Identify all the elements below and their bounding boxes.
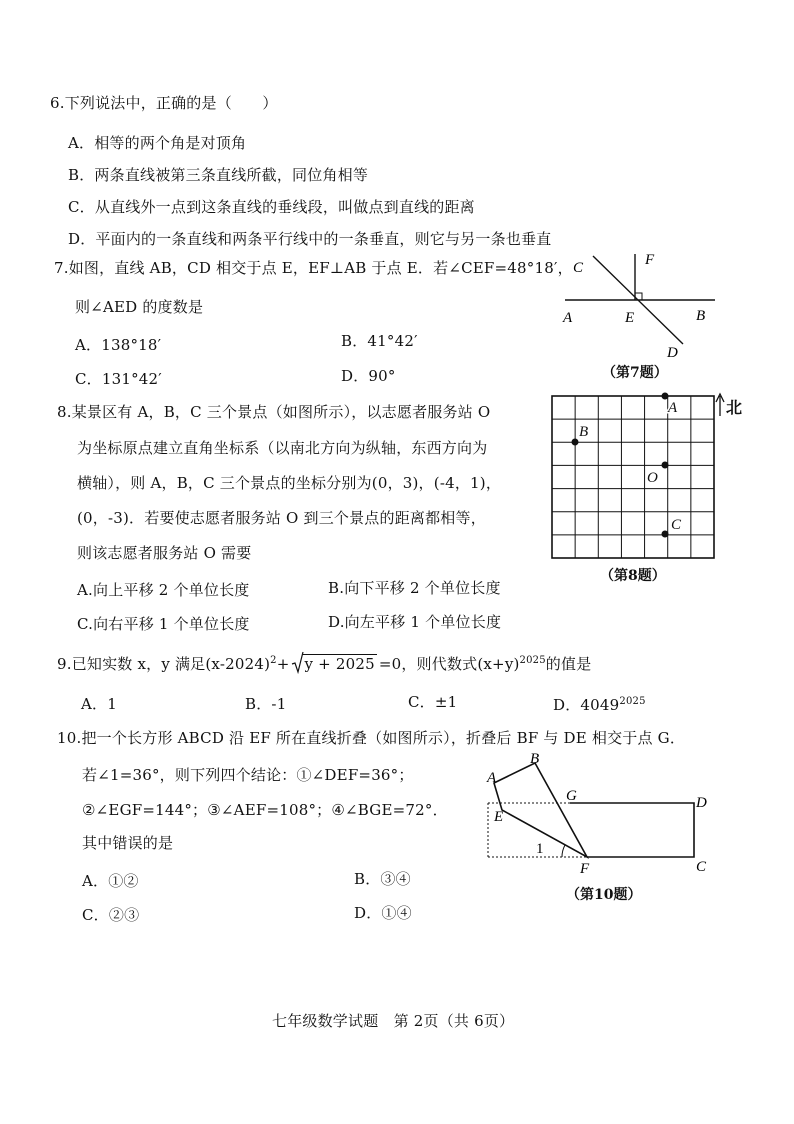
q7-label-e: E: [625, 310, 635, 326]
q10-stem-line2: 若∠1=36°，则下列四个结论：①∠DEF=36°；: [82, 766, 414, 784]
q8-option-c: C.向右平移 1 个单位长度: [77, 615, 250, 633]
q10-label-f: F: [580, 861, 590, 877]
q7-stem-line2: 则∠AED 的度数是: [75, 298, 204, 316]
q7-option-c: C．131°42′: [75, 370, 162, 388]
q6-option-a: A．相等的两个角是对顶角: [68, 134, 247, 152]
q7-label-a: A: [563, 310, 573, 326]
q10-option-b: B．③④: [354, 870, 411, 888]
q10-label-c: C: [696, 859, 707, 875]
q10-stem-line1: 10.把一个长方形 ABCD 沿 EF 所在直线折叠（如图所示），折叠后 BF 与 DE 相交于点 G．: [57, 729, 686, 747]
q10-figure: [470, 745, 720, 885]
q10-option-c: C．②③: [82, 906, 140, 924]
q8-north-label: 北: [726, 398, 743, 417]
q10-stem-line3: ②∠EGF=144°；③∠AEF=108°；④∠BGE=72°．: [82, 801, 448, 819]
q8-stem-line2: 为坐标原点建立直角坐标系（以南北方向为纵轴，东西方向为: [77, 439, 488, 457]
q10-label-b: B: [530, 751, 540, 767]
q8-point-b: [572, 439, 579, 446]
page-footer: 七年级数学试题 第 2页（共 6页）: [272, 1012, 515, 1030]
q8-label-b: B: [579, 424, 589, 440]
q10-option-a: A．①②: [82, 872, 139, 890]
q7-option-b: B．41°42′: [341, 332, 418, 350]
q7-label-c: C: [573, 260, 584, 276]
q8-option-a: A.向上平移 2 个单位长度: [77, 581, 250, 599]
q6-option-b: B．两条直线被第三条直线所截，同位角相等: [68, 166, 369, 184]
q8-point-a: [662, 393, 669, 400]
q9-option-c: C．±1: [408, 693, 458, 711]
q7-option-d: D．90°: [341, 367, 396, 385]
q8-stem-line4: (0，-3)．若要使志愿者服务站 O 到三个景点的距离都相等，: [77, 509, 486, 527]
q7-caption: （第7题）: [602, 365, 668, 381]
q7-label-b: B: [696, 308, 706, 324]
q6-stem: 6.下列说法中，正确的是（ ）: [50, 94, 278, 112]
q7-stem-line1: 7.如图，直线 AB，CD 相交于点 E，EF⊥AB 于点 E．若∠CEF=48°18′，: [54, 259, 573, 277]
q10-label-e: E: [494, 809, 504, 825]
q8-label-c: C: [671, 517, 682, 533]
q10-label-d: D: [696, 795, 707, 811]
q8-label-a: A: [668, 400, 678, 416]
q10-option-d: D．①④: [354, 904, 412, 922]
q10-caption: （第10题）: [566, 887, 642, 903]
q9-stem: 9.已知实数 x，y 满足$(x-2024)^2+$ y + 2025 =0，则代数式$(x+y)^{2025}$的值是: [57, 651, 591, 674]
q8-grid-figure: [548, 392, 758, 562]
q10-label-angle1: 1: [536, 841, 544, 857]
q8-label-o: O: [647, 470, 658, 486]
q10-label-g: G: [566, 788, 577, 804]
q8-stem-line1: 8.某景区有 A，B，C 三个景点（如图所示），以志愿者服务站 O: [57, 403, 491, 421]
q7-label-f: F: [645, 252, 655, 268]
q8-option-d: D.向左平移 1 个单位长度: [328, 613, 502, 631]
q8-stem-line5: 则该志愿者服务站 O 需要: [77, 544, 252, 562]
q9-option-d: D．$4049^{2025}$: [553, 696, 646, 714]
q6-option-d: D．平面内的一条直线和两条平行线中的一条垂直，则它与另一条也垂直: [68, 230, 552, 248]
q6-option-c: C．从直线外一点到这条直线的垂线段，叫做点到直线的距离: [68, 198, 475, 216]
q10-label-a: A: [487, 770, 497, 786]
q9-sqrt: y + 2025: [291, 654, 376, 674]
q9-option-b: B．-1: [245, 695, 287, 713]
q8-caption: （第8题）: [600, 568, 666, 584]
q8-stem-line3: 横轴），则 A，B，C 三个景点的坐标分别为(0，3)，(-4，1)，: [77, 474, 502, 492]
q8-point-c: [662, 531, 669, 538]
q7-option-a: A．138°18′: [75, 336, 162, 354]
q8-option-b: B.向下平移 2 个单位长度: [328, 579, 501, 597]
q8-point-o: [662, 462, 669, 469]
q9-option-a: A．1: [81, 695, 117, 713]
q10-stem-line4: 其中错误的是: [82, 834, 174, 852]
q7-label-d: D: [667, 345, 678, 361]
